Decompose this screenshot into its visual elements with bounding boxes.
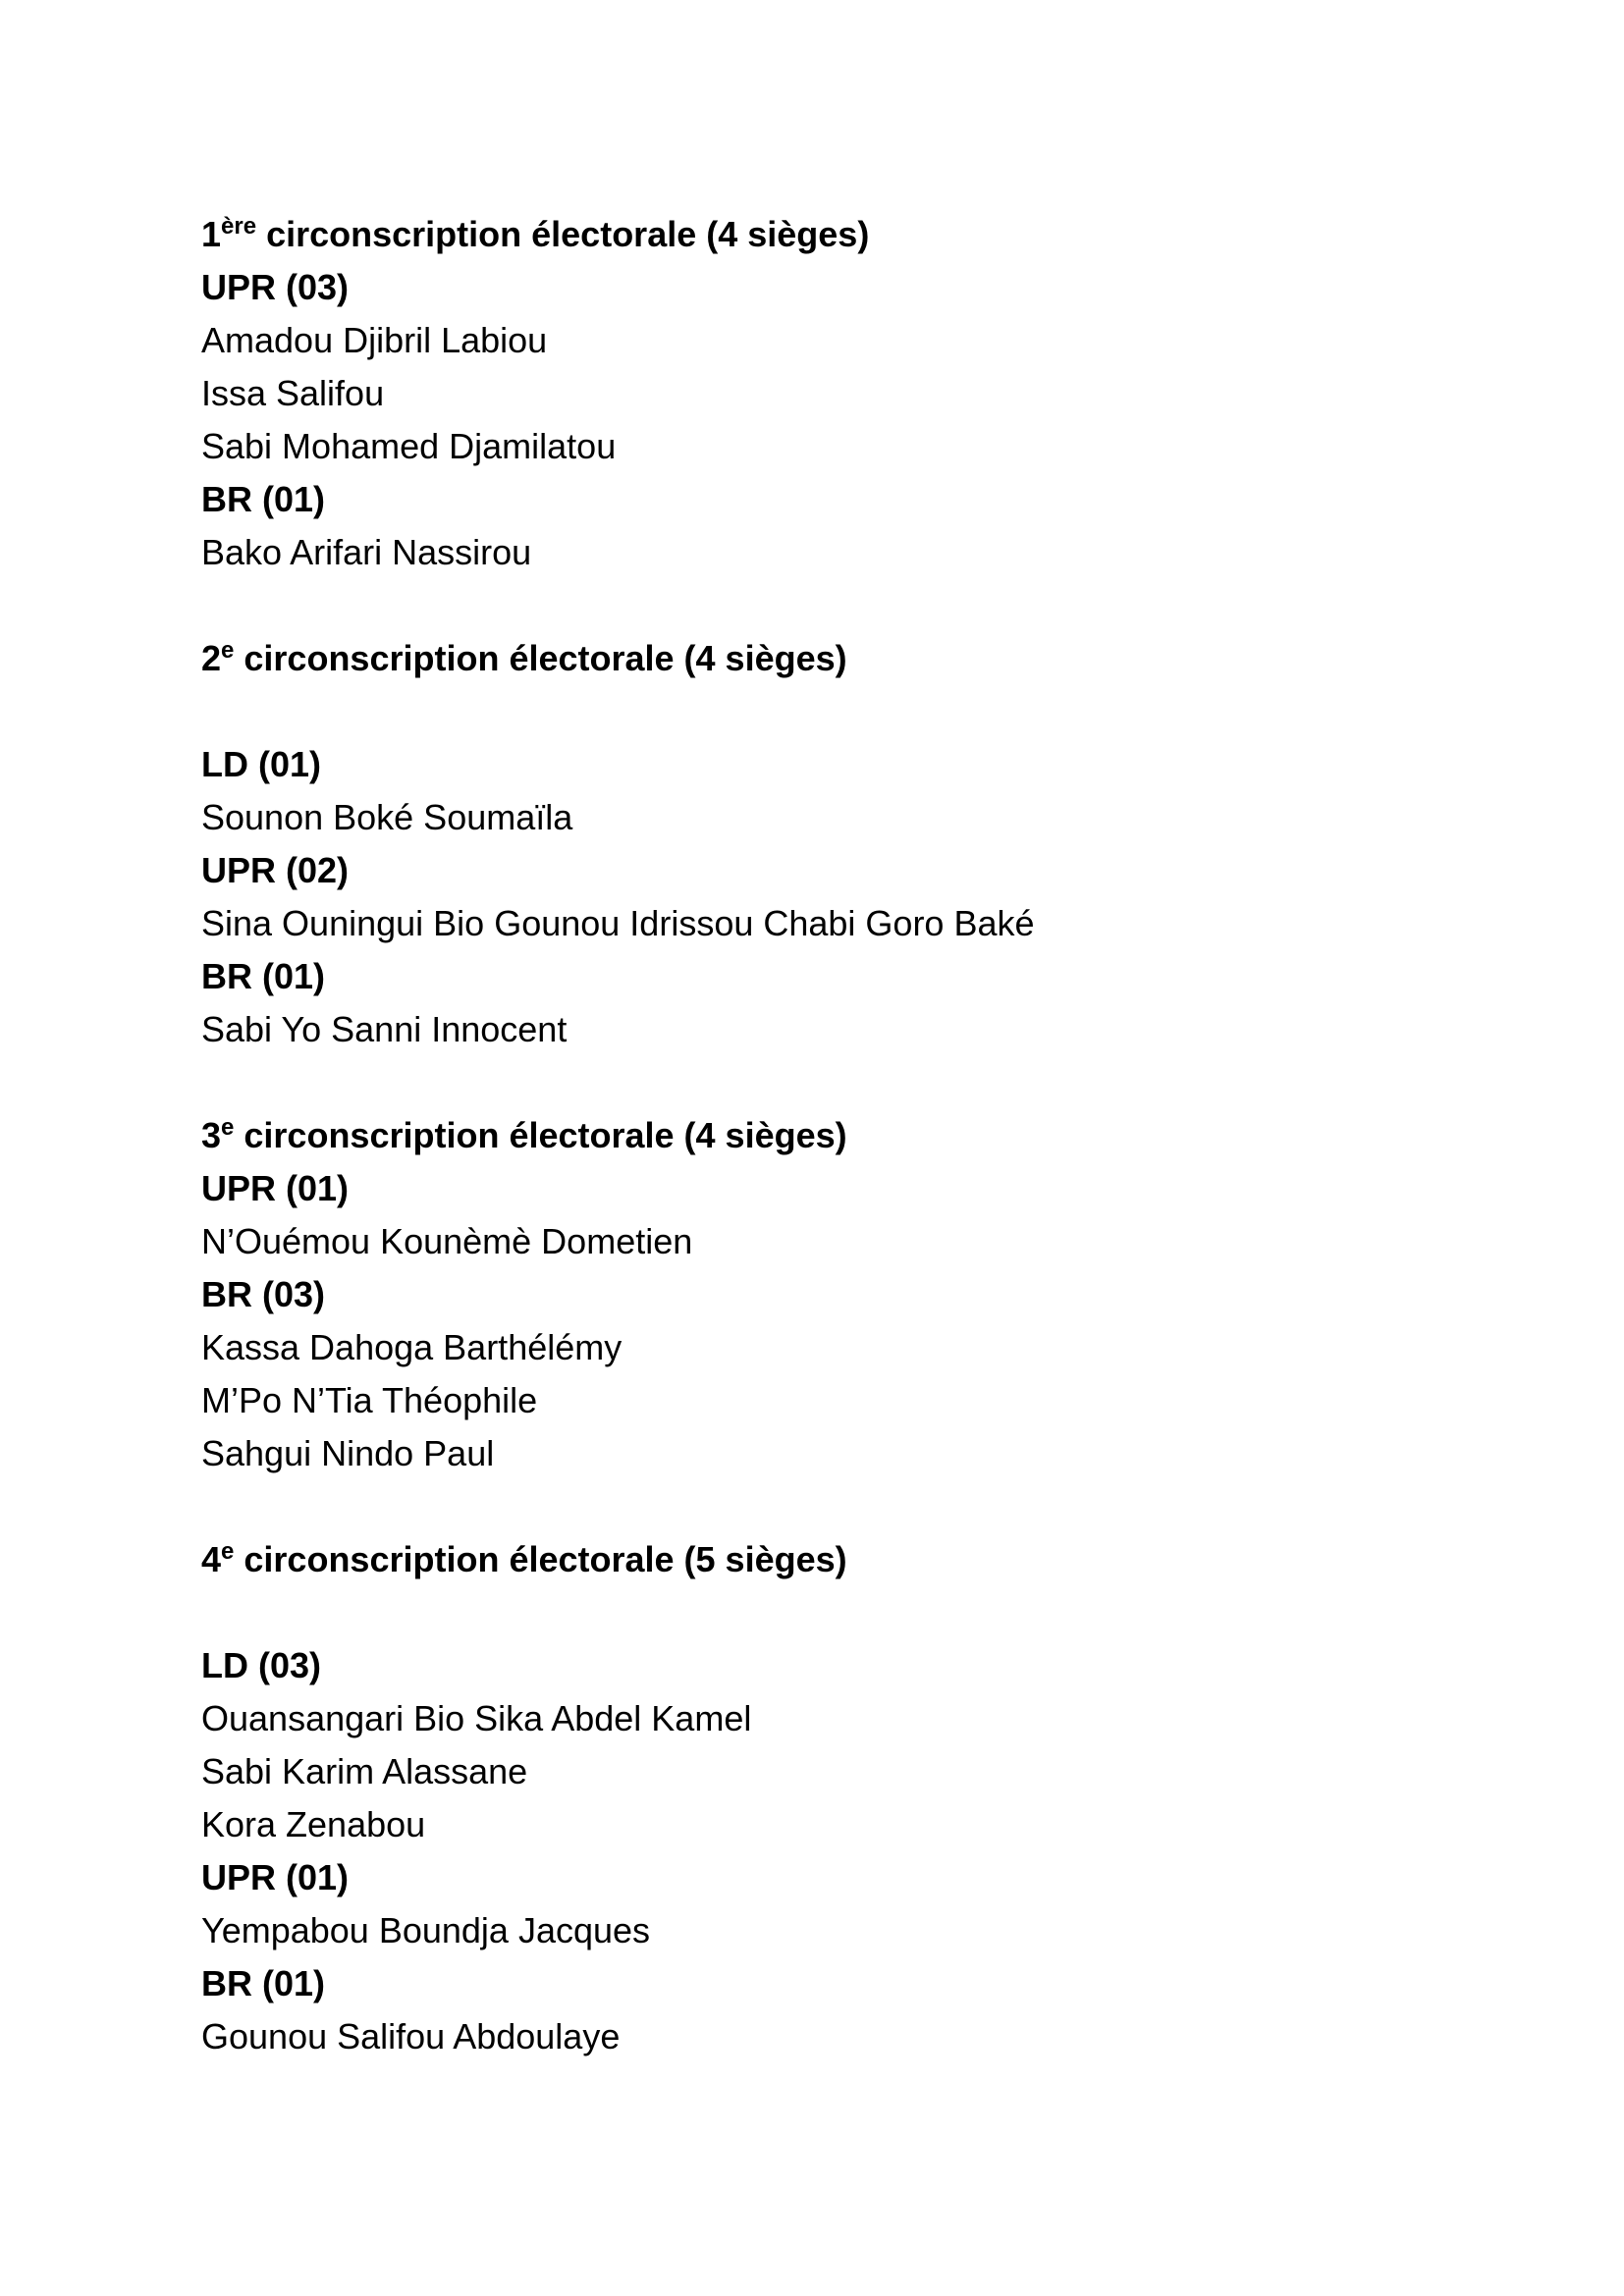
section-number: 1 <box>201 214 222 254</box>
spacer <box>201 685 1478 738</box>
party-heading: UPR (01) <box>201 1857 350 1897</box>
spacer <box>201 1056 1478 1109</box>
section-heading-3 <box>201 1109 1478 1162</box>
candidate-name: M’Po N’Tia Théophile <box>201 1380 538 1420</box>
ordinal-suffix: e <box>221 1538 235 1565</box>
candidate-name: Sina Ouningui Bio Gounou Idrissou Chabi Goro Baké <box>201 903 1035 943</box>
party-heading: UPR (03) <box>201 267 350 307</box>
candidate-name: N’Ouémou Kounèmè Dometien <box>201 1221 693 1261</box>
spacer <box>201 1480 1478 1533</box>
party-heading: BR (01) <box>201 479 326 519</box>
ordinal-suffix: e <box>221 1114 235 1141</box>
candidate-name: Amadou Djibril Labiou <box>201 320 548 360</box>
candidate-name: Kora Zenabou <box>201 1804 426 1844</box>
ordinal-suffix: ère <box>221 213 257 240</box>
party-heading: UPR (01) <box>201 1168 350 1208</box>
ordinal-suffix: e <box>221 637 235 664</box>
section-title: circonscription électorale (4 sièges) <box>234 1115 847 1155</box>
candidate-name: Gounou Salifou Abdoulaye <box>201 2016 621 2056</box>
section-number: 2 <box>201 638 222 678</box>
document-page <box>201 208 1478 2063</box>
party-heading: LD (03) <box>201 1645 322 1685</box>
candidate-name: Kassa Dahoga Barthélémy <box>201 1327 623 1367</box>
spacer <box>201 579 1478 632</box>
party-heading: BR (01) <box>201 956 326 996</box>
candidate-name: Sahgui Nindo Paul <box>201 1433 495 1473</box>
candidate-name: Sabi Yo Sanni Innocent <box>201 1009 568 1049</box>
candidate-name: Bako Arifari Nassirou <box>201 532 532 572</box>
candidate-name: Sounon Boké Soumaïla <box>201 797 573 837</box>
candidate-name: Ouansangari Bio Sika Abdel Kamel <box>201 1698 752 1738</box>
party-heading: LD (01) <box>201 744 322 784</box>
candidate-name: Issa Salifou <box>201 373 385 413</box>
party-heading: UPR (02) <box>201 850 350 890</box>
section-title: circonscription électorale (4 sièges) <box>256 214 870 254</box>
spacer <box>201 1586 1478 1639</box>
section-heading-1 <box>201 208 1478 261</box>
section-number: 3 <box>201 1115 222 1155</box>
section-title: circonscription électorale (5 sièges) <box>234 1539 847 1579</box>
section-number: 4 <box>201 1539 222 1579</box>
candidate-name: Sabi Mohamed Djamilatou <box>201 426 617 466</box>
section-heading-2 <box>201 632 1478 685</box>
party-heading: BR (03) <box>201 1274 326 1314</box>
candidate-name: Yempabou Boundja Jacques <box>201 1910 651 1950</box>
section-heading-4 <box>201 1533 1478 1586</box>
party-heading: BR (01) <box>201 1963 326 2003</box>
candidate-name: Sabi Karim Alassane <box>201 1751 528 1791</box>
section-title: circonscription électorale (4 sièges) <box>234 638 847 678</box>
